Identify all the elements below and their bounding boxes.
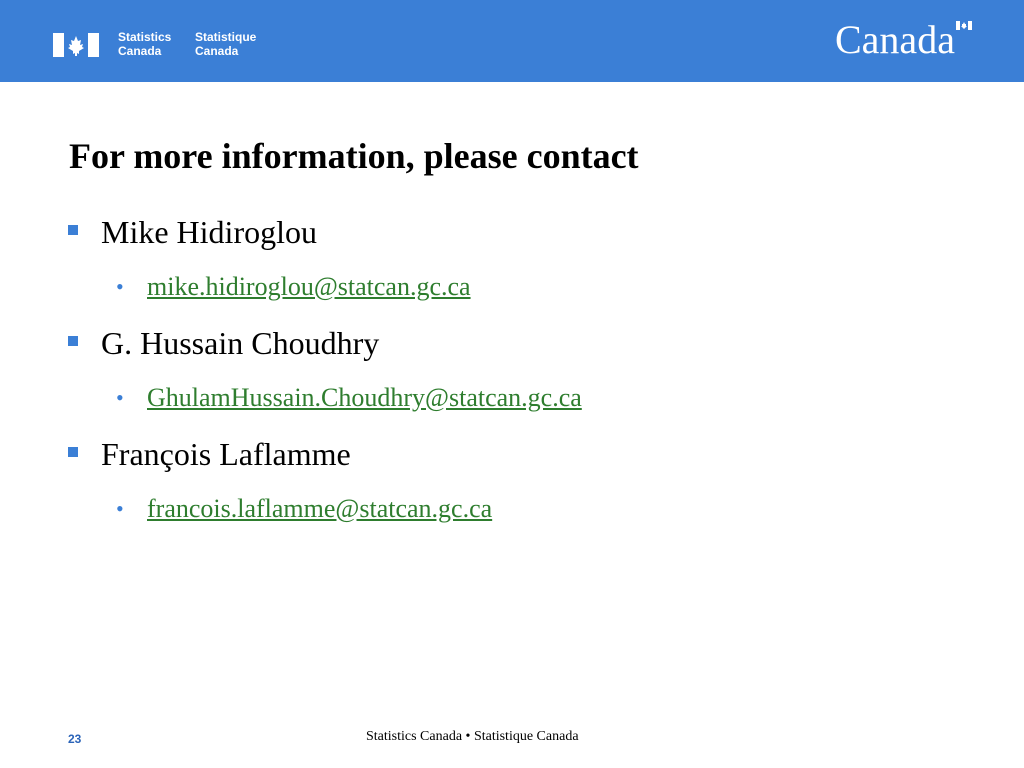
page-number: 23 <box>68 732 82 746</box>
footer-text: Statistics Canada • Statistique Canada <box>366 729 579 744</box>
canada-flag-icon <box>53 33 99 57</box>
square-bullet-icon <box>68 225 78 235</box>
contact-email-link[interactable]: francois.laflamme@statcan.gc.ca <box>147 494 493 523</box>
agency-name-english <box>118 30 171 58</box>
contact-name: Mike Hidiroglou <box>101 214 317 250</box>
wordmark-flag-icon <box>956 21 972 30</box>
header-banner <box>0 0 1024 82</box>
agency-fr-line-2: Canada <box>195 44 239 58</box>
contact-name: G. Hussain Choudhry <box>101 325 380 361</box>
round-bullet-icon: • <box>116 385 124 410</box>
contact-email-link[interactable]: GhulamHussain.Choudhry@statcan.gc.ca <box>147 383 582 412</box>
square-bullet-icon <box>68 336 78 346</box>
square-bullet-icon <box>68 447 78 457</box>
contact-email-link[interactable]: mike.hidiroglou@statcan.gc.ca <box>147 272 471 301</box>
agency-name-french <box>195 30 256 58</box>
agency-fr-line-1: Statistique <box>195 30 257 44</box>
canada-wordmark: Canada <box>835 17 955 62</box>
round-bullet-icon: • <box>116 274 124 299</box>
agency-en-line-1: Statistics <box>118 30 172 44</box>
agency-en-line-2: Canada <box>118 44 162 58</box>
slide-title: For more information, please contact <box>69 136 639 176</box>
round-bullet-icon: • <box>116 496 124 521</box>
contact-name: François Laflamme <box>101 436 351 472</box>
